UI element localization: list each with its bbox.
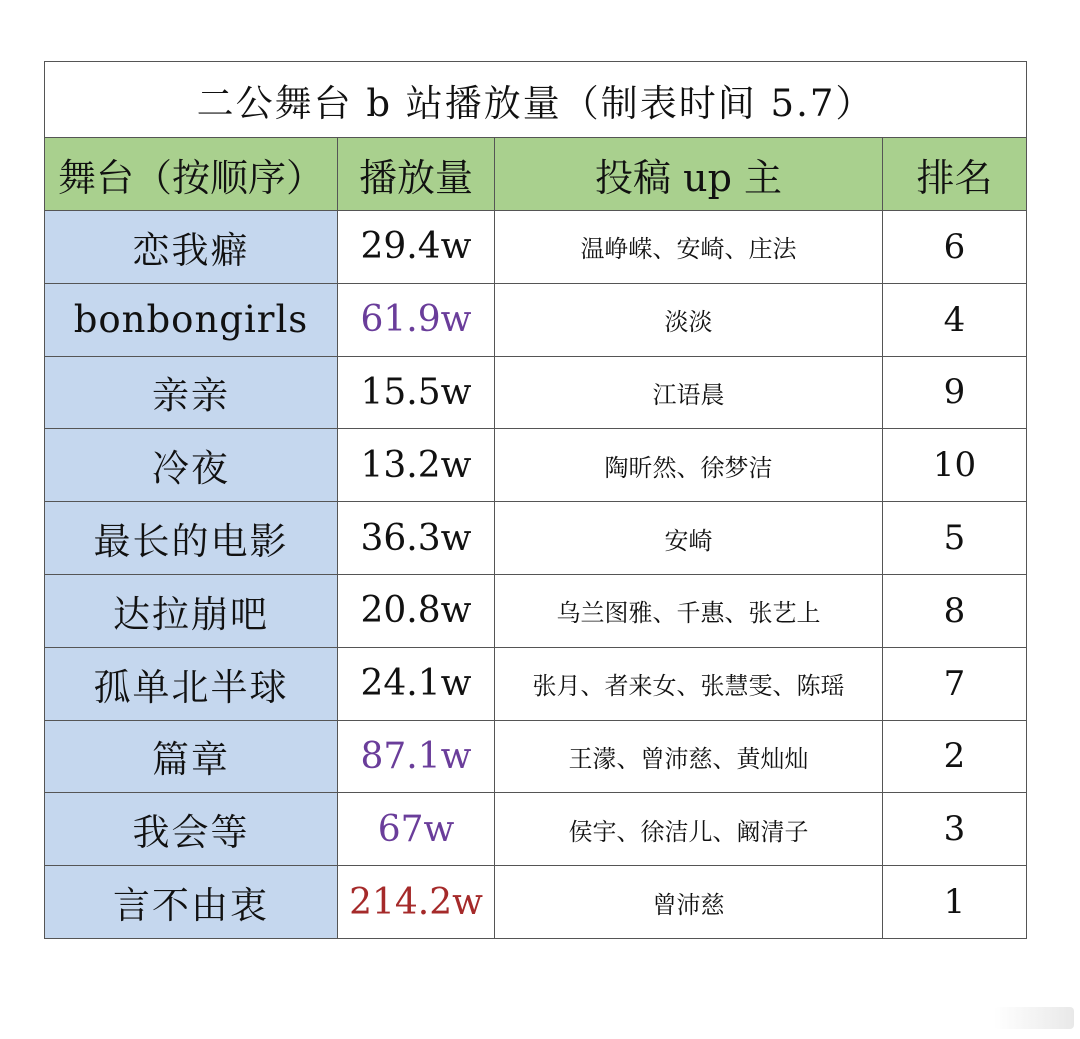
- table-row: [45, 647, 1027, 720]
- table-row: [45, 574, 1027, 647]
- plays-cell: 61.9w: [338, 283, 495, 356]
- table-body: [45, 211, 1027, 939]
- table-row: [45, 502, 1027, 575]
- uploader-cell: 张月、者来女、张慧雯、陈瑶: [495, 647, 883, 720]
- rank-cell: 8: [883, 574, 1027, 647]
- stage-cell: 篇章: [45, 720, 338, 793]
- rank-cell: 10: [883, 429, 1027, 502]
- uploader-cell: 安崎: [495, 502, 883, 575]
- plays-cell: 29.4w: [338, 211, 495, 284]
- plays-cell: 67w: [338, 793, 495, 866]
- plays-cell: 87.1w: [338, 720, 495, 793]
- title-row: [45, 62, 1027, 138]
- table-row: [45, 356, 1027, 429]
- table-row: [45, 866, 1027, 939]
- header-rank: 排名: [883, 138, 1027, 211]
- plays-cell: 24.1w: [338, 647, 495, 720]
- header-plays: 播放量: [338, 138, 495, 211]
- rank-cell: 5: [883, 502, 1027, 575]
- rank-cell: 3: [883, 793, 1027, 866]
- plays-cell: 20.8w: [338, 574, 495, 647]
- header-stage: 舞台（按顺序）: [45, 138, 338, 211]
- plays-cell: 36.3w: [338, 502, 495, 575]
- rank-cell: 7: [883, 647, 1027, 720]
- playcount-table: [44, 61, 1027, 939]
- stage-cell: 孤单北半球: [45, 647, 338, 720]
- table-row: [45, 793, 1027, 866]
- uploader-cell: 陶昕然、徐梦洁: [495, 429, 883, 502]
- stage-cell: 最长的电影: [45, 502, 338, 575]
- stage-cell: 亲亲: [45, 356, 338, 429]
- table-title: 二公舞台 b 站播放量（制表时间 5.7）: [45, 62, 1027, 138]
- plays-cell: 13.2w: [338, 429, 495, 502]
- stage-cell: bonbongirls: [45, 283, 338, 356]
- table-row: [45, 211, 1027, 284]
- watermark-fade: [994, 1007, 1074, 1029]
- rank-cell: 4: [883, 283, 1027, 356]
- uploader-cell: 乌兰图雅、千惠、张艺上: [495, 574, 883, 647]
- rank-cell: 2: [883, 720, 1027, 793]
- rank-cell: 9: [883, 356, 1027, 429]
- uploader-cell: 侯宇、徐洁儿、阚清子: [495, 793, 883, 866]
- rank-cell: 1: [883, 866, 1027, 939]
- table-row: [45, 720, 1027, 793]
- table-row: [45, 283, 1027, 356]
- uploader-cell: 王濛、曾沛慈、黄灿灿: [495, 720, 883, 793]
- table-row: [45, 429, 1027, 502]
- uploader-cell: 淡淡: [495, 283, 883, 356]
- stage-cell: 恋我癖: [45, 211, 338, 284]
- stage-cell: 我会等: [45, 793, 338, 866]
- plays-cell: 15.5w: [338, 356, 495, 429]
- stage-cell: 达拉崩吧: [45, 574, 338, 647]
- uploader-cell: 曾沛慈: [495, 866, 883, 939]
- header-uploader: 投稿 up 主: [495, 138, 883, 211]
- uploader-cell: 江语晨: [495, 356, 883, 429]
- plays-cell: 214.2w: [338, 866, 495, 939]
- rank-cell: 6: [883, 211, 1027, 284]
- stage-cell: 冷夜: [45, 429, 338, 502]
- uploader-cell: 温峥嵘、安崎、庄法: [495, 211, 883, 284]
- header-row: [45, 138, 1027, 211]
- stage-cell: 言不由衷: [45, 866, 338, 939]
